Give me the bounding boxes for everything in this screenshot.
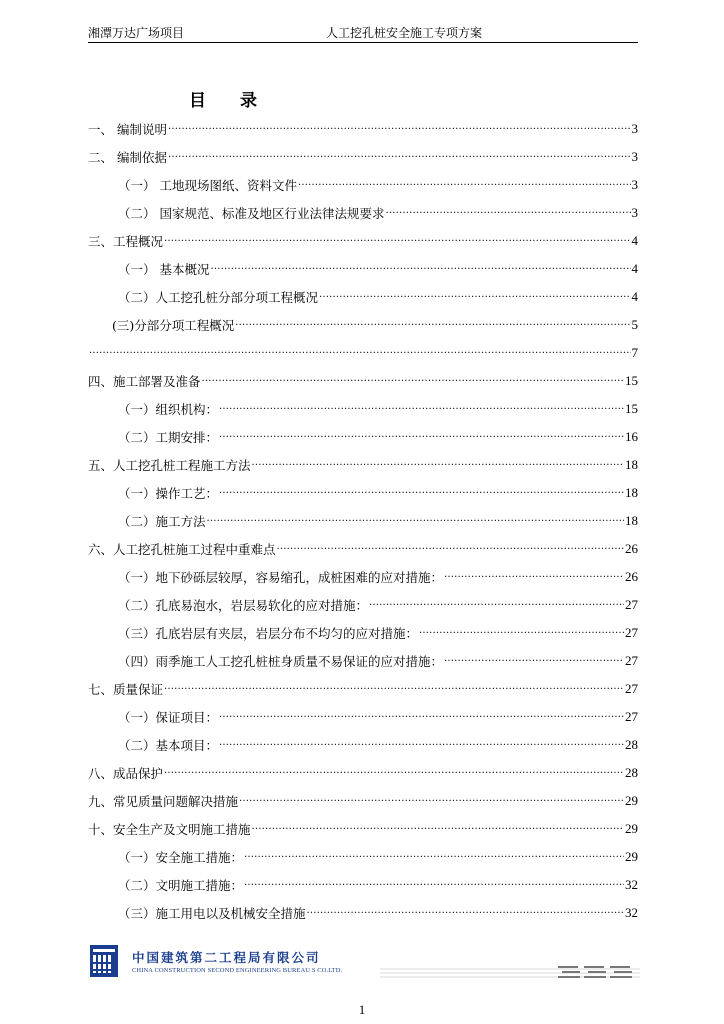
toc-leader-dots	[168, 150, 631, 164]
toc-entry-label: 五、人工挖孔桩工程施工方法	[88, 458, 251, 473]
toc-entry[interactable]	[88, 311, 638, 339]
toc-leader-dots	[277, 542, 624, 556]
toc-entry[interactable]	[88, 115, 638, 143]
toc-leader-dots	[298, 178, 631, 192]
toc-leader-dots	[444, 570, 624, 584]
toc-entry[interactable]	[88, 787, 638, 815]
toc-entry-page: 32	[625, 877, 638, 892]
toc-entry[interactable]	[88, 367, 638, 395]
toc-entry-page: 29	[625, 793, 638, 808]
toc-entry[interactable]	[88, 871, 638, 899]
toc-entry[interactable]	[88, 843, 638, 871]
toc-entry-page: 28	[625, 765, 638, 780]
toc-entry-label: 一、 编制说明	[88, 122, 167, 137]
toc-leader-dots	[244, 850, 624, 864]
page-header	[88, 20, 638, 43]
toc-entry-label: 九、常见质量问题解决措施	[88, 794, 239, 809]
toc-entry-page: 5	[631, 317, 638, 332]
toc-leader-dots	[164, 234, 630, 248]
toc-entry[interactable]	[88, 479, 638, 507]
toc-leader-dots	[168, 122, 631, 136]
toc-leader-dots	[219, 710, 624, 724]
toc-entry-page: 7	[631, 345, 638, 360]
toc-entry-page: 18	[625, 485, 638, 500]
toc-entry-label: （一） 基本概况	[118, 262, 210, 277]
toc-entry[interactable]	[88, 759, 638, 787]
toc-entry-label: （四）雨季施工人工挖孔桩桩身质量不易保证的应对措施：	[118, 654, 444, 669]
toc-entry-label: 六、人工挖孔桩施工过程中重难点	[88, 542, 276, 557]
cscec-logo-icon	[90, 945, 118, 977]
toc-entry-page: 16	[625, 429, 638, 444]
toc-entry-label: （一）操作工艺：	[118, 486, 219, 501]
toc-entry-label: （二）文明施工措施：	[118, 878, 244, 893]
toc-entry-page: 4	[631, 289, 638, 304]
toc-entry-label: （三）施工用电以及机械安全措施	[118, 906, 306, 921]
toc-entry-label: 四、施工部署及准备	[88, 374, 201, 389]
toc-leader-dots	[89, 346, 631, 360]
toc-entry-label: （二） 国家规范、标准及地区行业法律法规要求	[118, 206, 385, 221]
toc-entry-page: 28	[625, 737, 638, 752]
toc-leader-dots	[219, 738, 624, 752]
toc-entry[interactable]	[88, 395, 638, 423]
company-name-cn: 中国建筑第二工程局有限公司	[132, 950, 321, 965]
toc-leader-dots	[369, 598, 624, 612]
toc-leader-dots	[219, 486, 624, 500]
toc-entry[interactable]	[88, 647, 638, 675]
toc-entry[interactable]	[88, 451, 638, 479]
toc-leader-dots	[244, 878, 624, 892]
toc-entry[interactable]	[88, 703, 638, 731]
toc-entry-page: 27	[625, 681, 638, 696]
toc-leader-dots	[219, 430, 624, 444]
toc-entry-page: 29	[625, 849, 638, 864]
toc-leader-dots	[219, 402, 624, 416]
toc-entry[interactable]	[88, 815, 638, 843]
toc-entry-page: 27	[625, 625, 638, 640]
toc-entry[interactable]	[88, 199, 638, 227]
toc-entry-page: 18	[625, 457, 638, 472]
toc-entry-page: 4	[631, 233, 638, 248]
toc-entry-label: 十、安全生产及文明施工措施	[88, 822, 251, 837]
toc-entry-label: （一）组织机构：	[118, 402, 219, 417]
toc-entry-label: （二）基本项目：	[118, 738, 219, 753]
toc-leader-dots	[235, 318, 630, 332]
toc-entry-page: 4	[631, 261, 638, 276]
toc-leader-dots	[164, 682, 624, 696]
header-project-name: 湘潭万达广场项目	[88, 26, 185, 40]
toc-leader-dots	[385, 206, 630, 220]
table-of-contents	[88, 115, 638, 927]
toc-entry-page: 26	[625, 541, 638, 556]
toc-entry[interactable]	[88, 675, 638, 703]
toc-leader-dots	[444, 654, 624, 668]
toc-entry-page: 27	[625, 653, 638, 668]
toc-entry-label: 八、成品保护	[88, 766, 164, 781]
toc-leader-dots	[239, 794, 624, 808]
toc-entry[interactable]	[88, 563, 638, 591]
toc-leader-dots	[252, 458, 624, 472]
toc-entry-page: 3	[631, 121, 638, 136]
toc-entry-page: 3	[631, 149, 638, 164]
toc-leader-dots	[319, 290, 630, 304]
toc-entry-page: 3	[631, 205, 638, 220]
toc-entry[interactable]	[88, 591, 638, 619]
toc-entry-page: 29	[625, 821, 638, 836]
toc-entry[interactable]	[88, 227, 638, 255]
toc-entry-label: （一）安全施工措施：	[118, 850, 244, 865]
toc-entry-label: 七、质量保证	[88, 682, 164, 697]
toc-entry-label: （二）工期安排：	[118, 430, 219, 445]
toc-entry[interactable]	[88, 899, 638, 927]
toc-entry[interactable]	[88, 507, 638, 535]
toc-entry[interactable]	[88, 423, 638, 451]
toc-entry-page: 27	[625, 597, 638, 612]
toc-entry-label: 三、工程概况	[88, 234, 164, 249]
toc-entry-label: (三)分部分项工程概况	[112, 318, 235, 333]
toc-entry-label: （一） 工地现场图纸、资料文件	[118, 178, 297, 193]
page-number: 1	[358, 1002, 366, 1017]
toc-leader-dots	[164, 766, 624, 780]
toc-leader-dots	[252, 822, 624, 836]
toc-entry-page: 15	[625, 373, 638, 388]
toc-entry-page: 18	[625, 513, 638, 528]
toc-entry-label: （二）施工方法	[118, 514, 206, 529]
toc-entry[interactable]	[88, 339, 638, 367]
company-name-en: CHINA CONSTRUCTION SECOND ENGINEERING BUREAU S CO.LTD.	[132, 967, 343, 974]
toc-leader-dots	[419, 626, 624, 640]
toc-entry[interactable]	[88, 171, 638, 199]
toc-entry-page: 27	[625, 709, 638, 724]
toc-leader-dots	[207, 514, 624, 528]
toc-leader-dots	[307, 906, 624, 920]
toc-entry-label: （二）人工挖孔桩分部分项工程概况	[118, 290, 319, 305]
toc-entry[interactable]	[88, 283, 638, 311]
toc-title: 目 录	[189, 91, 271, 111]
toc-entry-label: （三）孔底岩层有夹层，岩层分布不均匀的应对措施：	[118, 626, 419, 641]
toc-entry[interactable]	[88, 731, 638, 759]
toc-entry[interactable]	[88, 535, 638, 563]
header-document-title: 人工挖孔桩安全施工专项方案	[326, 26, 483, 40]
toc-entry[interactable]	[88, 255, 638, 283]
page-footer	[90, 945, 640, 985]
toc-entry-label: 二、 编制依据	[88, 150, 167, 165]
toc-entry[interactable]	[88, 619, 638, 647]
toc-entry-page: 15	[625, 401, 638, 416]
toc-entry-page: 32	[625, 905, 638, 920]
toc-entry-page: 3	[631, 177, 638, 192]
footer-decoration	[380, 963, 640, 983]
toc-leader-dots	[210, 262, 630, 276]
toc-entry-label: （一）地下砂砾层较厚，容易缩孔，成桩困难的应对措施：	[118, 570, 444, 585]
toc-leader-dots	[202, 374, 624, 388]
toc-entry-page: 26	[625, 569, 638, 584]
toc-entry-label: （一）保证项目：	[118, 710, 219, 725]
toc-entry-label: （二）孔底易泡水，岩层易软化的应对措施：	[118, 598, 369, 613]
toc-entry[interactable]	[88, 143, 638, 171]
